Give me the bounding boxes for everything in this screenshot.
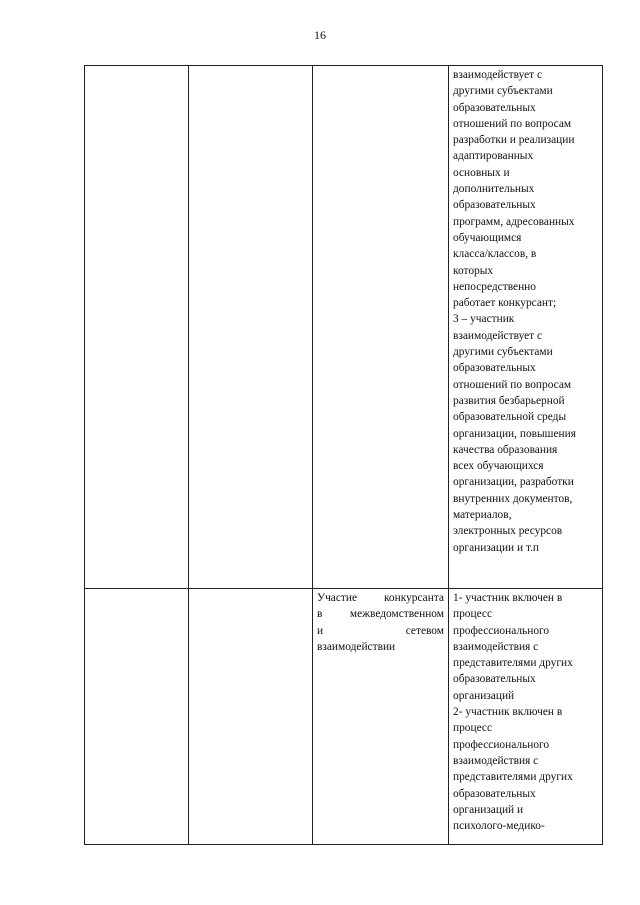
table-cell-col3 (313, 66, 449, 589)
cell-text-line: в межведомственном (317, 608, 444, 621)
cell-text-line: другими субъектами (453, 346, 553, 359)
cell-text-line: материалов, (453, 509, 512, 522)
cell-text-line: организации, разработки (453, 476, 574, 489)
cell-text-line: 3 – участник (453, 313, 515, 326)
cell-text-line: образовательных (453, 101, 536, 114)
cell-text-line: процесс (453, 722, 493, 735)
table-row (85, 66, 603, 589)
cell-text-line: другими субъектами (453, 85, 553, 98)
cell-text-line: дополнительных (453, 183, 535, 196)
cell-text-line: работает конкурсант; (453, 297, 557, 310)
cell-text-line: организации, повышения (453, 427, 576, 440)
cell-text-line: образовательных (453, 673, 536, 686)
cell-text-line: организации и т.п (453, 541, 540, 554)
cell-text-line: адаптированных (453, 150, 534, 163)
cell-text-line: Участие конкурсанта (317, 592, 444, 604)
cell-text-line: профессионального (453, 624, 550, 637)
cell-text-line: развития безбарьерной (453, 394, 565, 407)
cell-text-line: внутренних документов, (453, 492, 573, 505)
cell-text-line: образовательной среды (453, 411, 567, 424)
cell-text-line: всех обучающихся (453, 460, 544, 473)
cell-text-line: образовательных (453, 362, 536, 375)
cell-text-line: процесс (453, 608, 493, 621)
table-cell-col1 (85, 66, 189, 589)
cell-text-line: отношений по вопросам (453, 117, 572, 130)
table-cell-col3 (313, 589, 449, 845)
table-cell-col2 (189, 66, 313, 589)
cell-text-line: образовательных (453, 787, 536, 800)
cell-text-line: психолого-медико- (453, 820, 545, 833)
table-cell-col2 (189, 589, 313, 845)
table-row (85, 589, 603, 845)
table-cell-col4 (449, 66, 603, 589)
cell-text-line: 1- участник включен в (453, 592, 563, 604)
cell-text-line: программ, адресованных (453, 215, 575, 228)
cell-text-line: качества образования (453, 443, 558, 456)
cell-text-line: и сетевом (317, 624, 444, 637)
cell-text-line: представителями других (453, 657, 573, 670)
cell-text-line: взаимодействия с (453, 640, 539, 653)
cell-text-line: 2- участник включен в (453, 706, 563, 719)
cell-text-line: непосредственно (453, 280, 536, 293)
table-cell-col4 (449, 589, 603, 845)
cell-text-line: взаимодействует с (453, 329, 543, 342)
cell-text-line: образовательных (453, 199, 536, 212)
table-cell-col1 (85, 589, 189, 845)
cell-text-line: основных и (453, 166, 510, 179)
cell-text-line: профессионального (453, 738, 550, 751)
cell-text-line: отношений по вопросам (453, 378, 572, 391)
cell-text-line: представителями других (453, 771, 573, 784)
page-number: 16 (314, 28, 326, 42)
cell-text-line: класса/классов, в (453, 248, 537, 261)
cell-text-line: организаций (453, 689, 515, 702)
criteria-table (84, 65, 603, 845)
cell-text-line: взаимодействии (317, 640, 396, 653)
cell-text-line: обучающимся (453, 231, 522, 244)
cell-text-line: организаций и (453, 803, 524, 816)
cell-text-line: взаимодействия с (453, 754, 539, 767)
cell-text-line: разработки и реализации (453, 134, 575, 147)
cell-text-line: электронных ресурсов (453, 525, 563, 538)
cell-text-line: которых (453, 264, 494, 277)
cell-text-line: взаимодействует с (453, 69, 543, 81)
